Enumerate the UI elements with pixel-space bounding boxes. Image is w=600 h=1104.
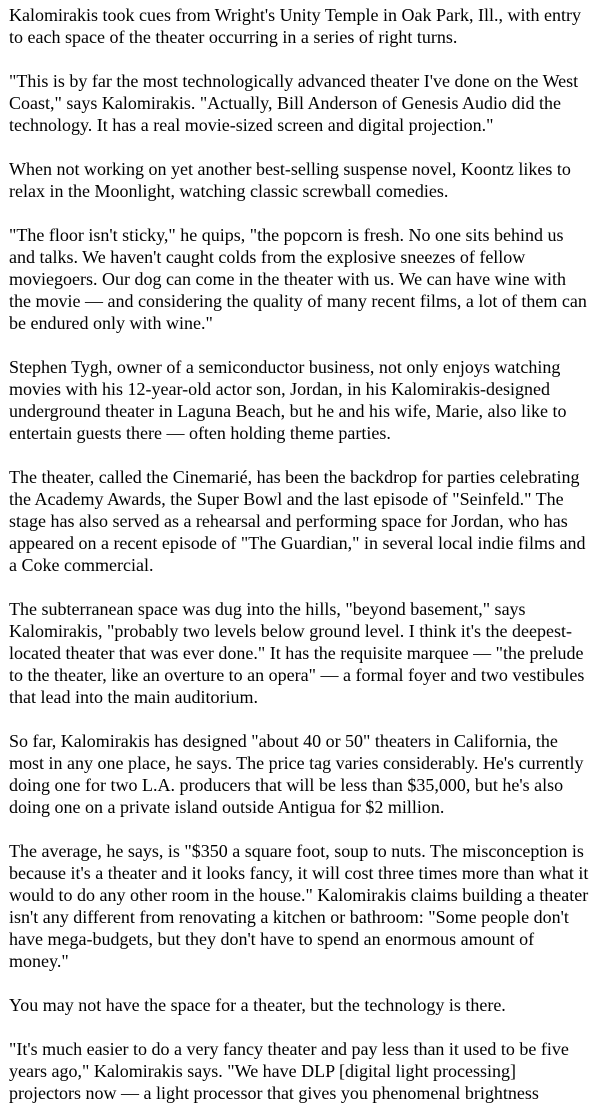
paragraph-floor-quote: "The floor isn't sticky," he quips, "the popcorn is fresh. No one sits behind us and talks. We haven't caught colds from the explosive sneezes of fellow moviegoers. Our dog can come in the theater with us. We can have wine with the movie — and considering the quality of many recent films, a lot of them can be endured only with wine." xyxy=(9,225,587,333)
paragraph-space-technology: You may not have the space for a theater, but the technology is there. xyxy=(9,995,506,1015)
paragraph-average-cost: The average, he says, is "$350 a square foot, soup to nuts. The misconception is because it's a theater and it looks fancy, it will cost three times more than what it would to do any other room in the house." Kalomirakis claims building a theater isn't any different from renovating a kitchen or bathroom: "Some people don't have mega-budgets, but they don't have to spend an enormous amount of money." xyxy=(9,841,589,971)
paragraph-theater-count: So far, Kalomirakis has designed "about 40 or 50" theaters in California, the most in any one place, he says. The price tag varies considerably. He's currently doing one for two L.A. producers that will be less than $35,000, but he's also doing one on a private island outside Antigua for $2 million. xyxy=(9,731,584,817)
paragraph-subterranean: The subterranean space was dug into the hills, "beyond basement," says Kalomirakis, "probably two levels below ground level. I think it's the deepest-located theater that was ever done." It has the requisite marquee — "the prelude to the theater, like an overture to an opera" — a formal foyer and two vestibules that lead into the main auditorium. xyxy=(9,599,585,707)
paragraph-unity-temple: Kalomirakis took cues from Wright's Unity Temple in Oak Park, Ill., with entry to each space of the theater occurring in a series of right turns. xyxy=(9,5,582,47)
paragraph-cinemarie: The theater, called the Cinemarié, has been the backdrop for parties celebrating the Academy Awards, the Super Bowl and the last episode of "Seinfeld." The stage has also served as a rehearsal and performing space for Jordan, who has appeared on a recent episode of "The Guardian," in several local indie films and a Coke commercial. xyxy=(9,467,586,575)
paragraph-stephen-tygh: Stephen Tygh, owner of a semiconductor business, not only enjoys watching movies with his 12-year-old actor son, Jordan, in his Kalomirakis-designed underground theater in Laguna Beach, but he and his wife, Marie, also like to entertain guests there — often holding theme parties. xyxy=(9,357,567,443)
paragraph-koontz: When not working on yet another best-selling suspense novel, Koontz likes to relax in the Moonlight, watching classic screwball comedies. xyxy=(9,159,571,201)
paragraph-dlp-quote: "It's much easier to do a very fancy theater and pay less than it used to be five years ago," Kalomirakis says. "We have DLP [digital light processing] projectors now — a light processor that gives you phenomenal brightness xyxy=(9,1039,569,1103)
paragraph-technology-quote: "This is by far the most technologically advanced theater I've done on the West Coast," says Kalomirakis. "Actually, Bill Anderson of Genesis Audio did the technology. It has a real movie-sized screen and digital projection." xyxy=(9,71,579,135)
